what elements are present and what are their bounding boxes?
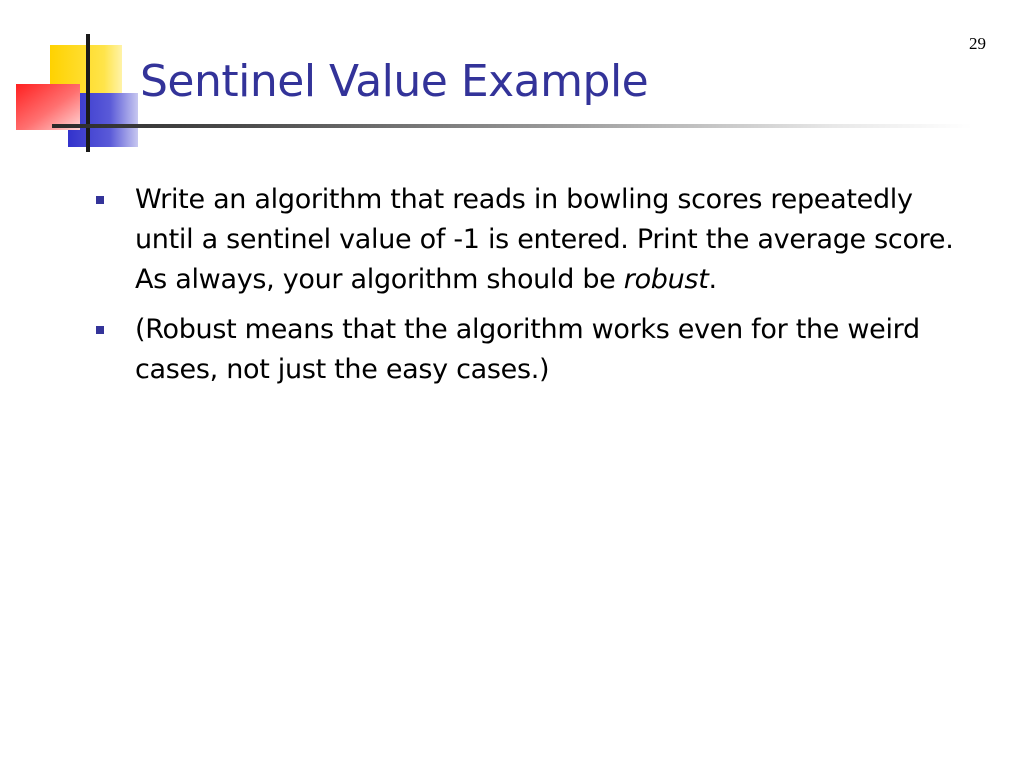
bullet-item-2 bbox=[96, 310, 966, 390]
bullet-2-text: (Robust means that the algorithm works even for the weird cases, not just the easy cases.) bbox=[135, 314, 920, 385]
bullet-item-1 bbox=[96, 180, 966, 300]
title-underline bbox=[52, 124, 972, 128]
bullet-list bbox=[96, 180, 966, 400]
bullet-1-emphasis: robust bbox=[623, 264, 709, 295]
vertical-bar bbox=[86, 34, 90, 152]
slide-title: Sentinel Value Example bbox=[140, 56, 649, 107]
square-bullet-icon bbox=[96, 196, 104, 204]
page-number: 29 bbox=[969, 34, 986, 53]
bullet-1-text-end: . bbox=[708, 264, 717, 295]
square-bullet-icon bbox=[96, 326, 104, 334]
bullet-1-text: Write an algorithm that reads in bowling scores repeatedly until a sentinel value of -1 is entered. Print the average score. As always, your algorithm should be bbox=[135, 184, 954, 295]
